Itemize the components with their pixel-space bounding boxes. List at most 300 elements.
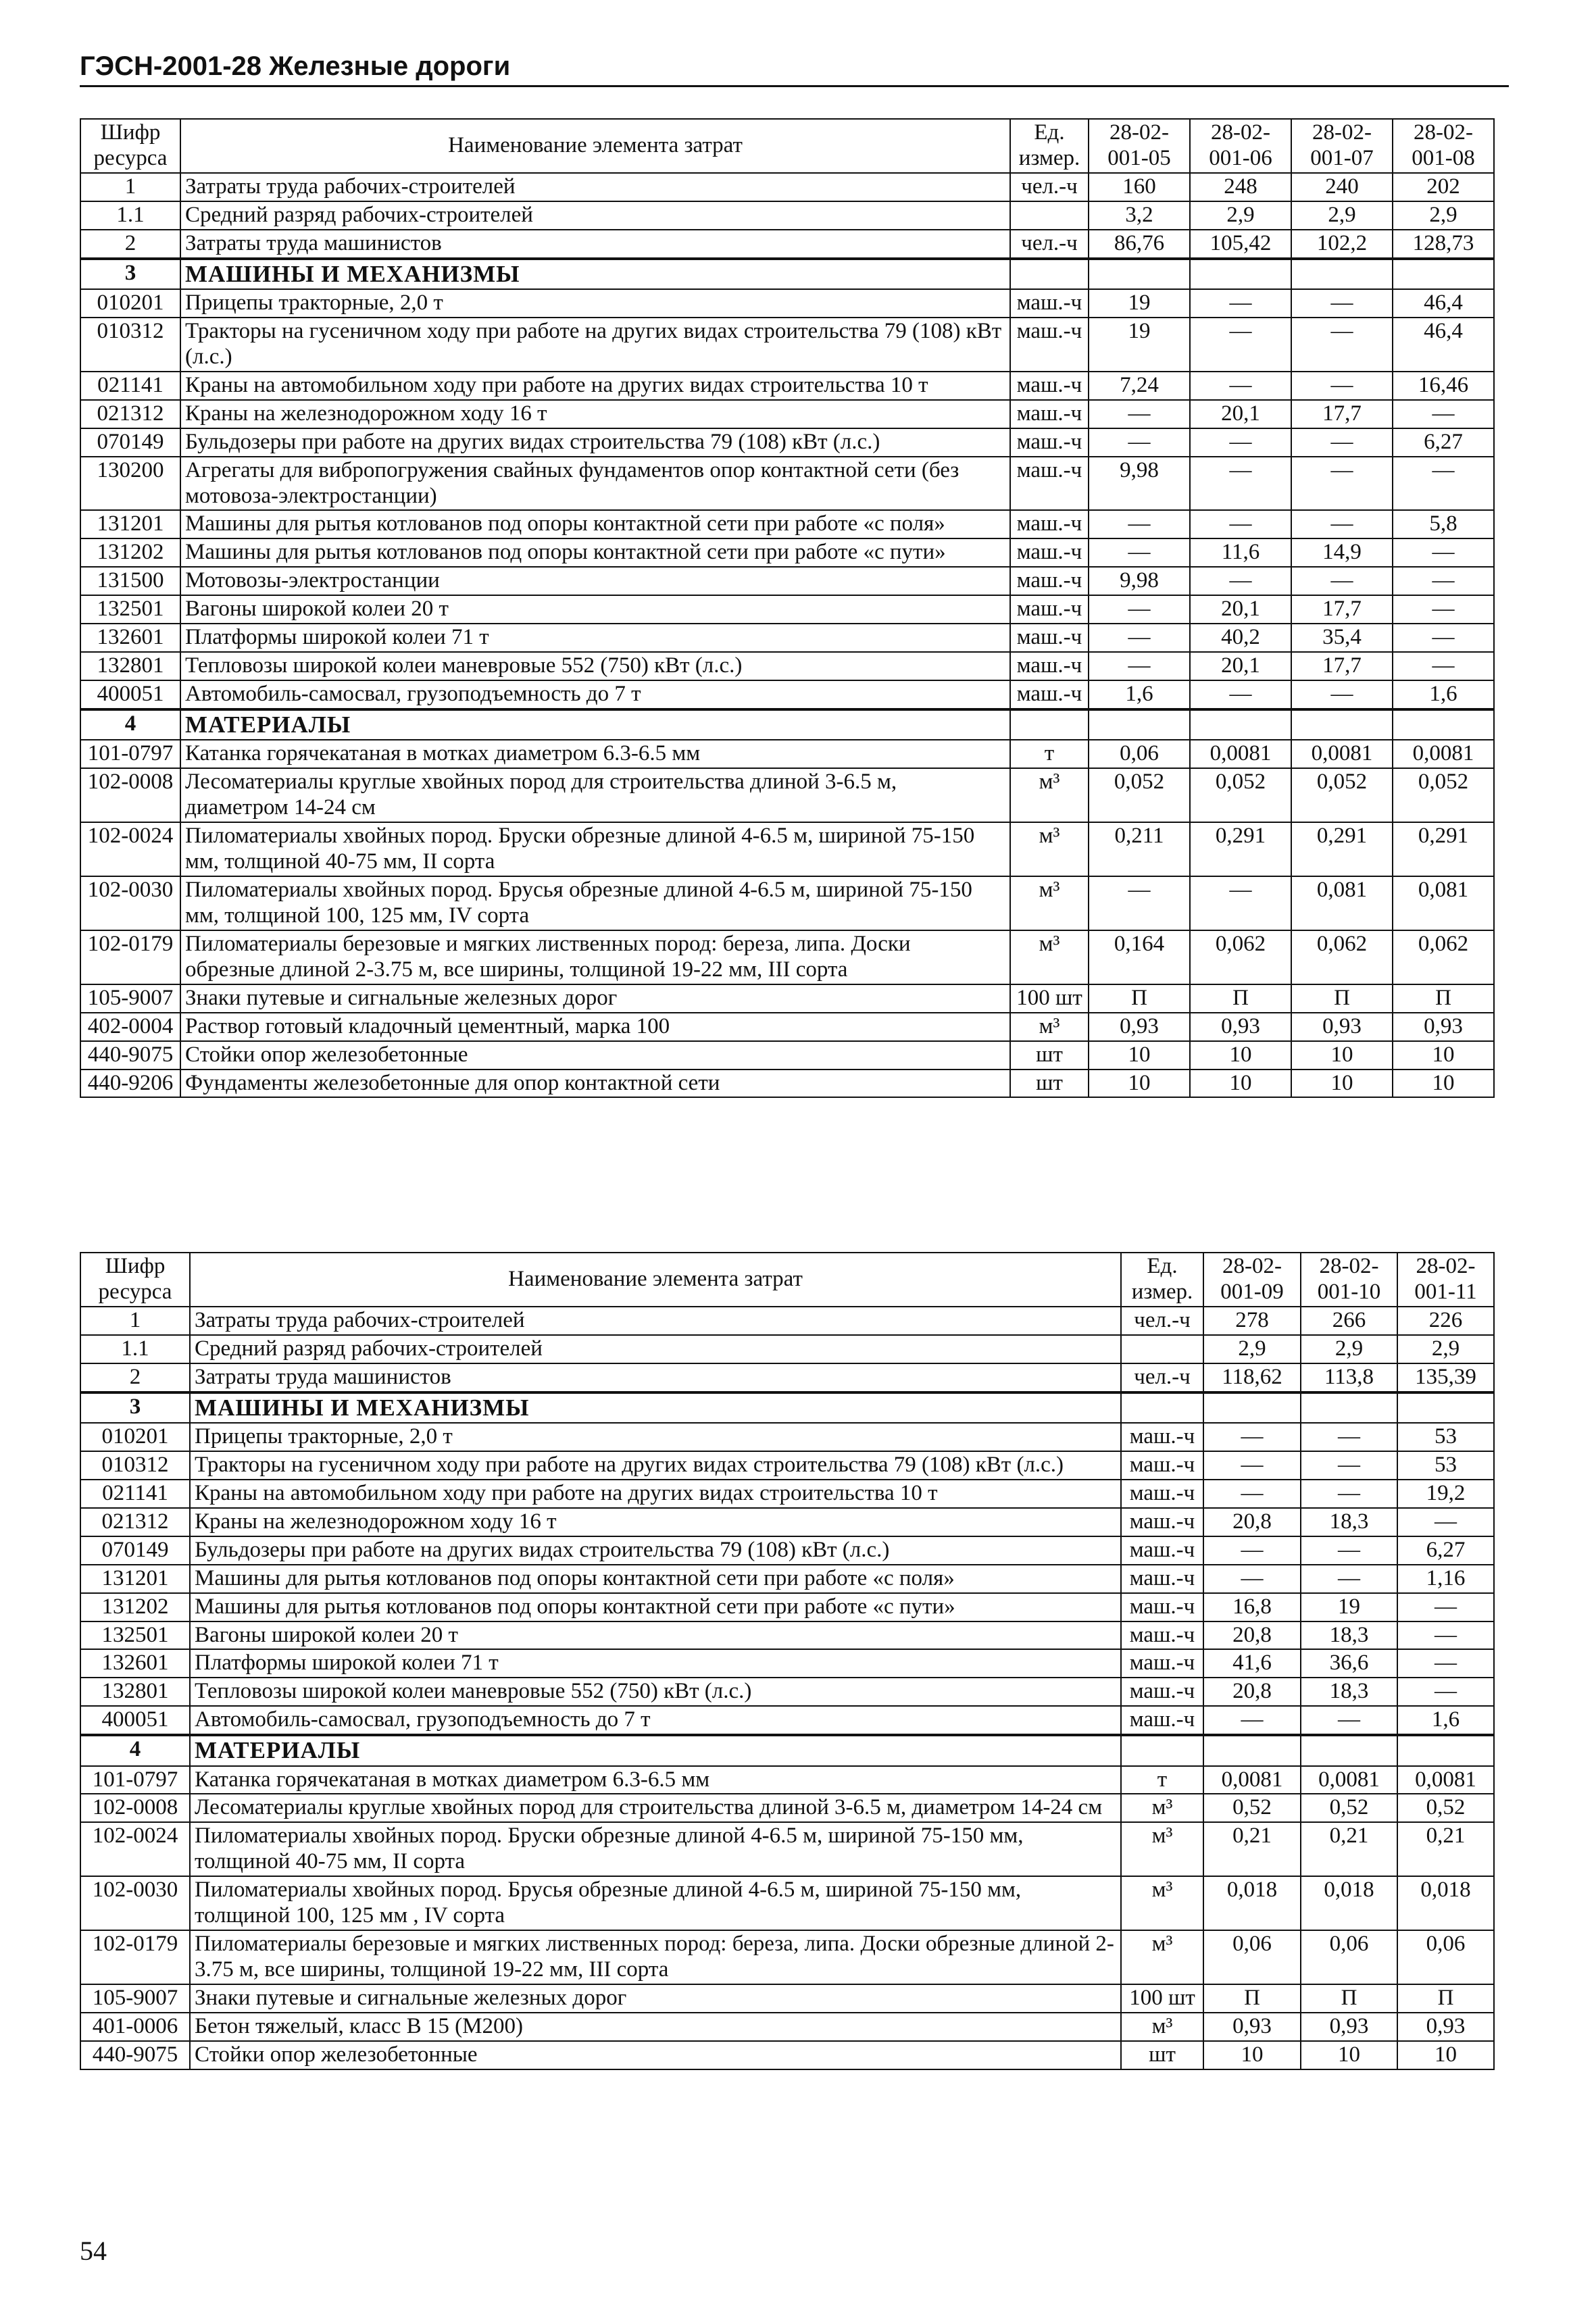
cost-element-name-cell: Машины для рытья котлованов под опоры контактной сети при работе «с поля» bbox=[190, 1565, 1121, 1593]
value-cell: 0,018 bbox=[1301, 1876, 1397, 1930]
table-row bbox=[80, 201, 1494, 230]
table-row bbox=[80, 1070, 1494, 1098]
unit-cell: м³ bbox=[1010, 768, 1089, 822]
value-cell: 20,8 bbox=[1203, 1508, 1301, 1536]
value-cell: 20,8 bbox=[1203, 1621, 1301, 1650]
value-cell: 17,7 bbox=[1291, 595, 1393, 624]
resource-code-cell: 010312 bbox=[80, 1451, 190, 1480]
table-row bbox=[80, 2041, 1494, 2069]
value-cell: — bbox=[1393, 624, 1494, 652]
cost-element-name-cell: Краны на автомобильном ходу при работе на других видах строительства 10 т bbox=[190, 1480, 1121, 1508]
value-cell: — bbox=[1291, 457, 1393, 511]
cost-element-name-cell: МАШИНЫ И МЕХАНИЗМЫ bbox=[190, 1392, 1121, 1423]
value-cell: — bbox=[1291, 680, 1393, 709]
value-cell: 0,06 bbox=[1301, 1930, 1397, 1984]
table-row bbox=[80, 740, 1494, 768]
table-row bbox=[80, 1678, 1494, 1706]
resource-code-cell: 010312 bbox=[80, 318, 180, 372]
unit-cell: маш.-ч bbox=[1121, 1649, 1203, 1678]
value-cell: 9,98 bbox=[1089, 457, 1190, 511]
cost-element-name-cell: Затраты труда рабочих-строителей bbox=[180, 173, 1010, 201]
value-cell: 10 bbox=[1393, 1070, 1494, 1098]
value-cell: — bbox=[1203, 1565, 1301, 1593]
section-row bbox=[80, 1392, 1494, 1423]
table-row bbox=[80, 1480, 1494, 1508]
unit-cell bbox=[1010, 709, 1089, 740]
value-cell: 6,27 bbox=[1397, 1536, 1494, 1565]
resource-code-cell: 401-0006 bbox=[80, 2013, 190, 2041]
resource-code-cell: 101-0797 bbox=[80, 1766, 190, 1794]
cost-element-name-cell: Пиломатериалы хвойных пород. Бруски обрезные длиной 4-6.5 м, шириной 75-150 мм, толщиной 40-75 мм, II сорта bbox=[190, 1822, 1121, 1876]
value-cell: 6,27 bbox=[1393, 428, 1494, 457]
resource-code-cell: 132601 bbox=[80, 1649, 190, 1678]
cost-element-name-cell: МАТЕРИАЛЫ bbox=[180, 709, 1010, 740]
value-cell: П bbox=[1393, 984, 1494, 1013]
value-cell bbox=[1393, 709, 1494, 740]
value-cell: 0,06 bbox=[1203, 1930, 1301, 1984]
header-col: 28-02-001-06 bbox=[1190, 119, 1291, 173]
cost-element-name-cell: Фундаменты железобетонные для опор контактной сети bbox=[180, 1070, 1010, 1098]
table-row bbox=[80, 1013, 1494, 1041]
value-cell: 10 bbox=[1203, 2041, 1301, 2069]
value-cell bbox=[1089, 259, 1190, 289]
value-cell bbox=[1291, 709, 1393, 740]
resource-code-cell: 021141 bbox=[80, 1480, 190, 1508]
value-cell bbox=[1089, 709, 1190, 740]
value-cell: — bbox=[1397, 1621, 1494, 1650]
table-row bbox=[80, 428, 1494, 457]
value-cell bbox=[1203, 1392, 1301, 1423]
value-cell: 19,2 bbox=[1397, 1480, 1494, 1508]
table-row bbox=[80, 984, 1494, 1013]
value-cell: — bbox=[1203, 1451, 1301, 1480]
header-col: 28-02-001-05 bbox=[1089, 119, 1190, 173]
cost-element-name-cell: Раствор готовый кладочный цементный, марка 100 bbox=[180, 1013, 1010, 1041]
value-cell: 0,06 bbox=[1089, 740, 1190, 768]
cost-element-name-cell: Пиломатериалы хвойных пород. Брусья обрезные длиной 4-6.5 м, шириной 75-150 мм, толщиной 100, 125 мм, IV сорта bbox=[180, 876, 1010, 930]
value-cell: — bbox=[1190, 457, 1291, 511]
unit-cell: 100 шт bbox=[1121, 1984, 1203, 2013]
unit-cell: маш.-ч bbox=[1121, 1593, 1203, 1621]
value-cell: — bbox=[1397, 1593, 1494, 1621]
unit-cell: шт bbox=[1010, 1041, 1089, 1070]
value-cell: — bbox=[1190, 428, 1291, 457]
table-row bbox=[80, 1536, 1494, 1565]
resource-code-cell: 021141 bbox=[80, 372, 180, 400]
cost-element-name-cell: Затраты труда машинистов bbox=[190, 1363, 1121, 1392]
value-cell: 1,6 bbox=[1089, 680, 1190, 709]
cost-element-name-cell: МАШИНЫ И МЕХАНИЗМЫ bbox=[180, 259, 1010, 289]
value-cell: 0,93 bbox=[1393, 1013, 1494, 1041]
header-col: 28-02-001-08 bbox=[1393, 119, 1494, 173]
unit-cell: маш.-ч bbox=[1010, 567, 1089, 595]
cost-element-name-cell: Лесоматериалы круглые хвойных пород для строительства длиной 3-6.5 м, диаметром 14-24 см bbox=[190, 1794, 1121, 1822]
table-row bbox=[80, 400, 1494, 428]
cost-element-name-cell: Пиломатериалы березовые и мягких лиственных пород: береза, липа. Доски обрезные длиной 2-3.75 м, все ширины, толщиной 19-22 мм, III сорта bbox=[180, 930, 1010, 984]
resource-code-cell: 021312 bbox=[80, 1508, 190, 1536]
resource-code-cell: 1 bbox=[80, 1307, 190, 1335]
value-cell: — bbox=[1301, 1706, 1397, 1735]
cost-element-name-cell: Средний разряд рабочих-строителей bbox=[180, 201, 1010, 230]
table-header-row bbox=[80, 119, 1494, 173]
value-cell: — bbox=[1393, 457, 1494, 511]
value-cell: — bbox=[1393, 538, 1494, 567]
cost-element-name-cell: Пиломатериалы березовые и мягких лиственных пород: береза, липа. Доски обрезные длиной 2-3.75 м, все ширины, толщиной 19-22 мм, III сорта bbox=[190, 1930, 1121, 1984]
value-cell: 18,3 bbox=[1301, 1621, 1397, 1650]
table-row bbox=[80, 1041, 1494, 1070]
table-row bbox=[80, 230, 1494, 259]
value-cell bbox=[1291, 259, 1393, 289]
table-row bbox=[80, 1423, 1494, 1451]
value-cell: 0,93 bbox=[1397, 2013, 1494, 2041]
cost-element-name-cell: Автомобиль-самосвал, грузоподъемность до 7 т bbox=[180, 680, 1010, 709]
header-code: Шифр ресурса bbox=[80, 119, 180, 173]
value-cell: 0,291 bbox=[1393, 822, 1494, 876]
cost-element-name-cell: Знаки путевые и сигнальные железных дорог bbox=[190, 1984, 1121, 2013]
cost-element-name-cell: Вагоны широкой колеи 20 т bbox=[190, 1621, 1121, 1650]
resource-table-2 bbox=[80, 1252, 1495, 2070]
value-cell: — bbox=[1089, 624, 1190, 652]
cost-element-name-cell: Пиломатериалы хвойных пород. Брусья обрезные длиной 4-6.5 м, шириной 75-150 мм, толщиной 100, 125 мм , IV сорта bbox=[190, 1876, 1121, 1930]
value-cell: — bbox=[1203, 1480, 1301, 1508]
unit-cell: маш.-ч bbox=[1010, 624, 1089, 652]
cost-element-name-cell: Машины для рытья котлованов под опоры контактной сети при работе «с поля» bbox=[180, 510, 1010, 538]
resource-code-cell: 021312 bbox=[80, 400, 180, 428]
value-cell: 118,62 bbox=[1203, 1363, 1301, 1392]
value-cell: 19 bbox=[1089, 318, 1190, 372]
value-cell: 10 bbox=[1291, 1070, 1393, 1098]
value-cell: 2,9 bbox=[1301, 1335, 1397, 1363]
table-row bbox=[80, 1451, 1494, 1480]
unit-cell bbox=[1121, 1392, 1203, 1423]
value-cell: 10 bbox=[1393, 1041, 1494, 1070]
resource-code-cell: 132801 bbox=[80, 1678, 190, 1706]
value-cell bbox=[1393, 259, 1494, 289]
resource-code-cell: 102-0179 bbox=[80, 1930, 190, 1984]
table-row bbox=[80, 1984, 1494, 2013]
table-row bbox=[80, 510, 1494, 538]
value-cell: 0,93 bbox=[1203, 2013, 1301, 2041]
value-cell bbox=[1203, 1735, 1301, 1765]
table-row bbox=[80, 768, 1494, 822]
cost-element-name-cell: Платформы широкой колеи 71 т bbox=[190, 1649, 1121, 1678]
value-cell: — bbox=[1291, 318, 1393, 372]
header-col: 28-02-001-09 bbox=[1203, 1253, 1301, 1307]
unit-cell: маш.-ч bbox=[1010, 318, 1089, 372]
value-cell: 105,42 bbox=[1190, 230, 1291, 259]
table-row bbox=[80, 624, 1494, 652]
resource-code-cell: 131500 bbox=[80, 567, 180, 595]
resource-code-cell: 102-0030 bbox=[80, 876, 180, 930]
value-cell: 46,4 bbox=[1393, 289, 1494, 318]
value-cell: 10 bbox=[1089, 1041, 1190, 1070]
value-cell: — bbox=[1291, 510, 1393, 538]
unit-cell: м³ bbox=[1010, 930, 1089, 984]
header-code: Шифр ресурса bbox=[80, 1253, 190, 1307]
value-cell: П bbox=[1397, 1984, 1494, 2013]
cost-element-name-cell: Тракторы на гусеничном ходу при работе на других видах строительства 79 (108) кВт (л.с.) bbox=[180, 318, 1010, 372]
value-cell: 10 bbox=[1397, 2041, 1494, 2069]
section-row bbox=[80, 259, 1494, 289]
value-cell: — bbox=[1291, 372, 1393, 400]
table-row bbox=[80, 567, 1494, 595]
resource-code-cell: 3 bbox=[80, 259, 180, 289]
value-cell: — bbox=[1089, 428, 1190, 457]
cost-element-name-cell: Краны на автомобильном ходу при работе на других видах строительства 10 т bbox=[180, 372, 1010, 400]
resource-code-cell: 010201 bbox=[80, 289, 180, 318]
value-cell: 0,291 bbox=[1291, 822, 1393, 876]
value-cell: 10 bbox=[1089, 1070, 1190, 1098]
value-cell: — bbox=[1393, 652, 1494, 680]
value-cell: П bbox=[1291, 984, 1393, 1013]
table-row bbox=[80, 1508, 1494, 1536]
cost-element-name-cell: Краны на железнодорожном ходу 16 т bbox=[180, 400, 1010, 428]
value-cell: — bbox=[1301, 1565, 1397, 1593]
resource-code-cell: 132501 bbox=[80, 595, 180, 624]
value-cell: 10 bbox=[1190, 1070, 1291, 1098]
unit-cell: маш.-ч bbox=[1010, 652, 1089, 680]
unit-cell: маш.-ч bbox=[1121, 1536, 1203, 1565]
unit-cell: маш.-ч bbox=[1010, 538, 1089, 567]
value-cell: 20,1 bbox=[1190, 400, 1291, 428]
resource-code-cell: 070149 bbox=[80, 428, 180, 457]
value-cell: 2,9 bbox=[1393, 201, 1494, 230]
cost-element-name-cell: Бетон тяжелый, класс В 15 (М200) bbox=[190, 2013, 1121, 2041]
unit-cell: чел.-ч bbox=[1010, 230, 1089, 259]
cost-element-name-cell: Катанка горячекатаная в мотках диаметром 6.3-6.5 мм bbox=[180, 740, 1010, 768]
value-cell: 5,8 bbox=[1393, 510, 1494, 538]
resource-code-cell: 3 bbox=[80, 1392, 190, 1423]
value-cell: — bbox=[1190, 289, 1291, 318]
value-cell: 0,081 bbox=[1291, 876, 1393, 930]
table-row bbox=[80, 1335, 1494, 1363]
value-cell: — bbox=[1393, 595, 1494, 624]
value-cell: 0,018 bbox=[1203, 1876, 1301, 1930]
value-cell: 248 bbox=[1190, 173, 1291, 201]
value-cell: — bbox=[1190, 567, 1291, 595]
unit-cell: 100 шт bbox=[1010, 984, 1089, 1013]
value-cell: — bbox=[1089, 400, 1190, 428]
value-cell: 9,98 bbox=[1089, 567, 1190, 595]
resource-code-cell: 102-0008 bbox=[80, 1794, 190, 1822]
resource-code-cell: 105-9007 bbox=[80, 1984, 190, 2013]
value-cell: 0,0081 bbox=[1393, 740, 1494, 768]
value-cell: 0,052 bbox=[1291, 768, 1393, 822]
value-cell: 0,52 bbox=[1301, 1794, 1397, 1822]
table-row bbox=[80, 318, 1494, 372]
cost-element-name-cell: Бульдозеры при работе на других видах строительства 79 (108) кВт (л.с.) bbox=[180, 428, 1010, 457]
value-cell bbox=[1301, 1735, 1397, 1765]
unit-cell bbox=[1121, 1735, 1203, 1765]
cost-element-name-cell: МАТЕРИАЛЫ bbox=[190, 1735, 1121, 1765]
table-row bbox=[80, 2013, 1494, 2041]
value-cell: — bbox=[1291, 567, 1393, 595]
unit-cell: м³ bbox=[1121, 1794, 1203, 1822]
value-cell: 0,0081 bbox=[1203, 1766, 1301, 1794]
value-cell bbox=[1190, 259, 1291, 289]
unit-cell: маш.-ч bbox=[1010, 457, 1089, 511]
value-cell: 53 bbox=[1397, 1451, 1494, 1480]
cost-element-name-cell: Катанка горячекатаная в мотках диаметром 6.3-6.5 мм bbox=[190, 1766, 1121, 1794]
value-cell: 0,081 bbox=[1393, 876, 1494, 930]
resource-code-cell: 132501 bbox=[80, 1621, 190, 1650]
unit-cell: маш.-ч bbox=[1010, 510, 1089, 538]
table-row bbox=[80, 1363, 1494, 1392]
cost-element-name-cell: Вагоны широкой колеи 20 т bbox=[180, 595, 1010, 624]
cost-element-name-cell: Прицепы тракторные, 2,0 т bbox=[190, 1423, 1121, 1451]
unit-cell: шт bbox=[1121, 2041, 1203, 2069]
resource-code-cell: 400051 bbox=[80, 1706, 190, 1735]
unit-cell: маш.-ч bbox=[1010, 595, 1089, 624]
table-row bbox=[80, 595, 1494, 624]
resource-code-cell: 102-0179 bbox=[80, 930, 180, 984]
table-row bbox=[80, 1307, 1494, 1335]
value-cell: 240 bbox=[1291, 173, 1393, 201]
unit-cell: т bbox=[1010, 740, 1089, 768]
table-row bbox=[80, 1706, 1494, 1735]
cost-element-name-cell: Машины для рытья котлованов под опоры контактной сети при работе «с пути» bbox=[180, 538, 1010, 567]
value-cell: 278 bbox=[1203, 1307, 1301, 1335]
table-row bbox=[80, 1766, 1494, 1794]
value-cell: 16,8 bbox=[1203, 1593, 1301, 1621]
resource-code-cell: 440-9075 bbox=[80, 2041, 190, 2069]
unit-cell: шт bbox=[1010, 1070, 1089, 1098]
value-cell: 0,52 bbox=[1203, 1794, 1301, 1822]
value-cell: 0,0081 bbox=[1190, 740, 1291, 768]
cost-element-name-cell: Затраты труда машинистов bbox=[180, 230, 1010, 259]
value-cell: 160 bbox=[1089, 173, 1190, 201]
value-cell: — bbox=[1190, 680, 1291, 709]
value-cell: — bbox=[1089, 652, 1190, 680]
value-cell: 0,062 bbox=[1291, 930, 1393, 984]
header-col: 28-02-001-11 bbox=[1397, 1253, 1494, 1307]
value-cell: 16,46 bbox=[1393, 372, 1494, 400]
resource-code-cell: 132601 bbox=[80, 624, 180, 652]
table-row bbox=[80, 876, 1494, 930]
unit-cell bbox=[1010, 201, 1089, 230]
resource-code-cell: 102-0024 bbox=[80, 1822, 190, 1876]
resource-code-cell: 2 bbox=[80, 1363, 190, 1392]
value-cell: 2,9 bbox=[1291, 201, 1393, 230]
value-cell: 0,21 bbox=[1301, 1822, 1397, 1876]
resource-code-cell: 2 bbox=[80, 230, 180, 259]
table-row bbox=[80, 1593, 1494, 1621]
value-cell: 1,6 bbox=[1397, 1706, 1494, 1735]
page-number: 54 bbox=[80, 2236, 107, 2266]
value-cell: 0,164 bbox=[1089, 930, 1190, 984]
value-cell: 0,06 bbox=[1397, 1930, 1494, 1984]
value-cell: — bbox=[1301, 1536, 1397, 1565]
unit-cell: маш.-ч bbox=[1121, 1423, 1203, 1451]
value-cell: — bbox=[1203, 1423, 1301, 1451]
value-cell: 266 bbox=[1301, 1307, 1397, 1335]
resource-code-cell: 131201 bbox=[80, 1565, 190, 1593]
unit-cell: м³ bbox=[1010, 1013, 1089, 1041]
header-col: 28-02-001-07 bbox=[1291, 119, 1393, 173]
cost-element-name-cell: Платформы широкой колеи 71 т bbox=[180, 624, 1010, 652]
value-cell: 86,76 bbox=[1089, 230, 1190, 259]
value-cell: 7,24 bbox=[1089, 372, 1190, 400]
table-row bbox=[80, 1565, 1494, 1593]
value-cell: 0,0081 bbox=[1291, 740, 1393, 768]
value-cell: 1,6 bbox=[1393, 680, 1494, 709]
value-cell bbox=[1301, 1392, 1397, 1423]
unit-cell bbox=[1121, 1335, 1203, 1363]
value-cell: — bbox=[1393, 400, 1494, 428]
value-cell: 2,9 bbox=[1190, 201, 1291, 230]
cost-element-name-cell: Знаки путевые и сигнальные железных дорог bbox=[180, 984, 1010, 1013]
resource-code-cell: 132801 bbox=[80, 652, 180, 680]
value-cell: 0,52 bbox=[1397, 1794, 1494, 1822]
value-cell bbox=[1397, 1735, 1494, 1765]
unit-cell: маш.-ч bbox=[1121, 1565, 1203, 1593]
value-cell: 11,6 bbox=[1190, 538, 1291, 567]
value-cell: 226 bbox=[1397, 1307, 1494, 1335]
resource-code-cell: 4 bbox=[80, 1735, 190, 1765]
unit-cell: маш.-ч bbox=[1010, 400, 1089, 428]
cost-element-name-cell: Машины для рытья котлованов под опоры контактной сети при работе «с пути» bbox=[190, 1593, 1121, 1621]
value-cell bbox=[1190, 709, 1291, 740]
section-row bbox=[80, 709, 1494, 740]
value-cell: 0,052 bbox=[1190, 768, 1291, 822]
resource-code-cell: 440-9206 bbox=[80, 1070, 180, 1098]
value-cell: 128,73 bbox=[1393, 230, 1494, 259]
unit-cell: маш.-ч bbox=[1121, 1480, 1203, 1508]
resource-code-cell: 440-9075 bbox=[80, 1041, 180, 1070]
cost-element-name-cell: Бульдозеры при работе на других видах строительства 79 (108) кВт (л.с.) bbox=[190, 1536, 1121, 1565]
unit-cell: м³ bbox=[1121, 1930, 1203, 1984]
table-row bbox=[80, 1822, 1494, 1876]
value-cell: 0,211 bbox=[1089, 822, 1190, 876]
value-cell: 46,4 bbox=[1393, 318, 1494, 372]
value-cell: 135,39 bbox=[1397, 1363, 1494, 1392]
section-row bbox=[80, 1735, 1494, 1765]
value-cell: 0,052 bbox=[1089, 768, 1190, 822]
table-row bbox=[80, 173, 1494, 201]
resource-code-cell: 102-0024 bbox=[80, 822, 180, 876]
cost-element-name-cell: Стойки опор железобетонные bbox=[190, 2041, 1121, 2069]
value-cell: 17,7 bbox=[1291, 400, 1393, 428]
value-cell: 36,6 bbox=[1301, 1649, 1397, 1678]
value-cell: 19 bbox=[1301, 1593, 1397, 1621]
table-row bbox=[80, 1876, 1494, 1930]
value-cell: 53 bbox=[1397, 1423, 1494, 1451]
value-cell: 0,0081 bbox=[1301, 1766, 1397, 1794]
value-cell: — bbox=[1089, 876, 1190, 930]
unit-cell: маш.-ч bbox=[1121, 1678, 1203, 1706]
header-name: Наименование элемента затрат bbox=[190, 1253, 1121, 1307]
value-cell: 20,1 bbox=[1190, 652, 1291, 680]
table-row bbox=[80, 1649, 1494, 1678]
resource-code-cell: 010201 bbox=[80, 1423, 190, 1451]
table-header-row bbox=[80, 1253, 1494, 1307]
value-cell: 10 bbox=[1291, 1041, 1393, 1070]
value-cell: 10 bbox=[1301, 2041, 1397, 2069]
resource-code-cell: 105-9007 bbox=[80, 984, 180, 1013]
value-cell: 0,052 bbox=[1393, 768, 1494, 822]
unit-cell: маш.-ч bbox=[1121, 1508, 1203, 1536]
value-cell: 20,8 bbox=[1203, 1678, 1301, 1706]
cost-element-name-cell: Краны на железнодорожном ходу 16 т bbox=[190, 1508, 1121, 1536]
cost-element-name-cell: Лесоматериалы круглые хвойных пород для строительства длиной 3-6.5 м, диаметром 14-24 см bbox=[180, 768, 1010, 822]
value-cell: 102,2 bbox=[1291, 230, 1393, 259]
resource-code-cell: 1.1 bbox=[80, 1335, 190, 1363]
header-col: 28-02-001-10 bbox=[1301, 1253, 1397, 1307]
value-cell: 35,4 bbox=[1291, 624, 1393, 652]
value-cell: П bbox=[1301, 1984, 1397, 2013]
value-cell: 14,9 bbox=[1291, 538, 1393, 567]
value-cell: 41,6 bbox=[1203, 1649, 1301, 1678]
